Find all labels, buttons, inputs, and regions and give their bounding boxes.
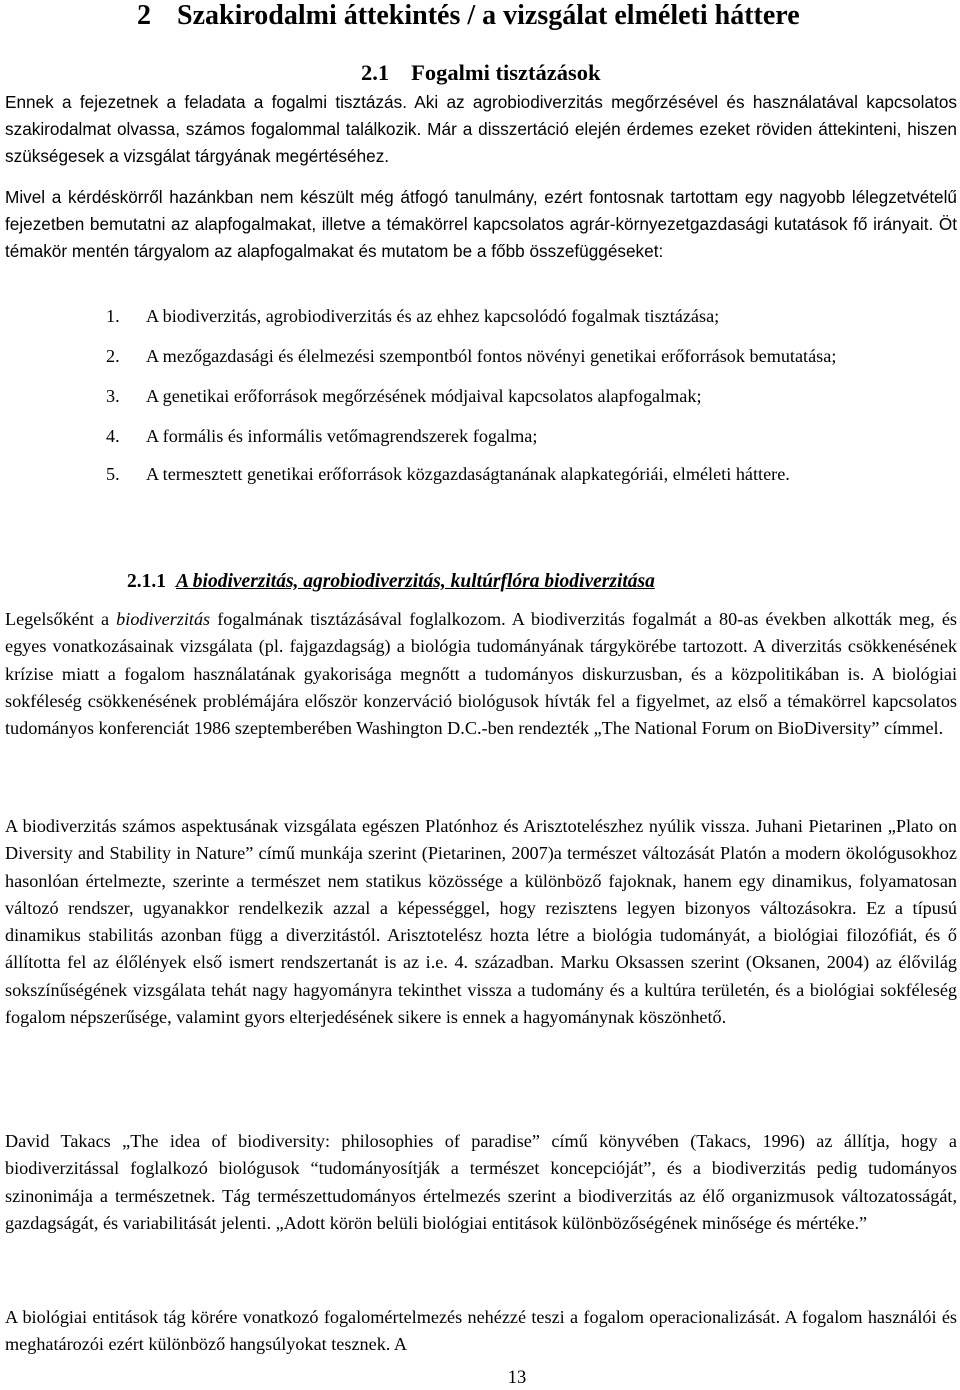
- list-item: [106, 383, 958, 410]
- list-item-number: 4.: [106, 426, 120, 446]
- chapter-heading: [137, 0, 800, 32]
- topic-list: [106, 303, 958, 488]
- list-item: [106, 461, 958, 488]
- list-item-text: A formális és informális vetőmagrendszerek fogalma;: [146, 426, 538, 446]
- intro-paragraph-2: Mivel a kérdéskörről hazánkban nem készült még átfogó tanulmány, ezért fontosnak tartottam egy nagyobb lélegzetvételű fejezetben bemutatni az alapfogalmakat, illetve a témakörrel kapcsolatos agrár-környezetgazdasági kutatások fő irányait. Öt témakör mentén tárgyalom az alapfogalmakat és mutatom be a főbb összefüggéseket:: [5, 187, 957, 262]
- page-number: 13: [507, 1368, 527, 1388]
- body-paragraph-2: A biodiverzitás számos aspektusának vizsgálata egészen Platónhoz és Arisztotelészhez nyúlik vissza. Juhani Pietarinen „Plato on Diversity and Stability in Nature” című munkája szerint (Pietarinen, 2007)a természet változását Platón a modern ökológusokhoz hasonlóan értelmezte, szerinte a természet nem statikus közössége a különböző fajoknak, hanem egy dinamikus, folyamatosan változó rendszer, ugyanakkor rendelkezik azzal a képességgel, hogy rezisztens legyen bizonyos változásokra. Ez a típusú dinamikus stabilitás azonban függ a diverzitástól. Arisztotelész hozta létre a biológia tudományát, a biológiai filozófiát, és ő állította fel az élőlények első ismert rendszertanát is az i.e. 4. században. Marku Oksassen szerint (Oksanen, 2004) az élővilág sokszínűségének vizsgálata tehát nagy hagyományra tekinthet vissza a tudomány és a kultúra területén, és a biológiai sokféleség fogalom népszerűsége, valamint gyors elterjedésének sikere is ennek a hagyománynak köszönhető.: [5, 816, 957, 1028]
- body-paragraph-1-start: Legelsőként a: [5, 609, 117, 629]
- section-title: Fogalmi tisztázások: [411, 60, 601, 85]
- list-item: [106, 343, 958, 370]
- subsection-heading: [127, 568, 655, 596]
- subsection-title: A biodiverzitás, agrobiodiverzitás, kultúrflóra biodiverzitása: [176, 571, 655, 592]
- list-item-number: 1.: [106, 306, 120, 326]
- chapter-title: Szakirodalmi áttekintés / a vizsgálat elméleti háttere: [177, 0, 800, 31]
- body-paragraph-3: David Takacs „The idea of biodiversity: philosophies of paradise” című könyvében (Takacs, 1996) az állítja, hogy a biodiverzitással foglalkozó biológusok “tudományosítják a természet koncepcióját”, és a biodiverzitás pedig tudományos szinonimája a természetnek. Tág természettudományos értelmezés szerint a biodiverzitás az élő organizmusok változatosságát, gazdagságát, és variabilitását jelenti. „Adott körön belüli biológiai entitások különbözőségének minősége és mértéke.”: [5, 1131, 957, 1233]
- list-item-number: 2.: [106, 346, 120, 366]
- list-item: [106, 303, 958, 330]
- section-number: 2.1: [361, 60, 390, 85]
- subsection-number: 2.1.1: [127, 571, 166, 592]
- list-item-text: A termesztett genetikai erőforrások közgazdaságtanának alapkategóriái, elméleti háttere.: [146, 464, 790, 484]
- body-paragraph-1-rest: fogalmának tisztázásával foglalkozom. A biodiverzitás fogalmát a 80-as években alkották meg, és egyes vonatkozásainak vizsgálata (pl. fajgazdagság) a biológia tudományának tárgykörébe tartozott. A diverzitás csökkenésének krízise miatt a fogalom használatának gyakorisága megnőtt a tudományos diskurzusban, és a közpolitikában is. A biológiai sokféleség csökkenésének problémájára először konzerváció biológusok hívták fel a figyelmet, az első a témakörrel kapcsolatos tudományos konferenciát 1986 szeptemberében Washington D.C.-ben rendezték „The National Forum on BioDiversity” címmel.: [5, 609, 957, 739]
- intro-paragraph-1: Ennek a fejezetnek a feladata a fogalmi tisztázás. Aki az agrobiodiverzitás megőrzésével és használatával kapcsolatos szakirodalmat olvassa, számos fogalommal találkozik. Már a disszertáció elején érdemes ezeket röviden áttekinteni, hiszen szükségesek a vizsgálat tárgyának megértéséhez.: [5, 92, 957, 167]
- term-biodiversity: biodiverzitás: [116, 609, 211, 629]
- list-item-text: A mezőgazdasági és élelmezési szempontból fontos növényi genetikai erőforrások bemutatása;: [146, 346, 837, 366]
- list-item-number: 5.: [106, 464, 120, 484]
- list-item-number: 3.: [106, 386, 120, 406]
- list-item: [106, 423, 958, 450]
- section-heading: [361, 58, 600, 88]
- list-item-text: A genetikai erőforrások megőrzésének módjaival kapcsolatos alapfogalmak;: [146, 386, 702, 406]
- list-item-text: A biodiverzitás, agrobiodiverzitás és az ehhez kapcsolódó fogalmak tisztázása;: [146, 306, 720, 326]
- body-paragraph-1: [5, 606, 957, 742]
- body-paragraph-4: A biológiai entitások tág körére vonatkozó fogalomértelmezés nehézzé teszi a fogalom operacionalizását. A fogalom használói és meghatározói ezért különböző hangsúlyokat tesznek. A: [5, 1307, 957, 1355]
- chapter-number: 2: [137, 0, 151, 31]
